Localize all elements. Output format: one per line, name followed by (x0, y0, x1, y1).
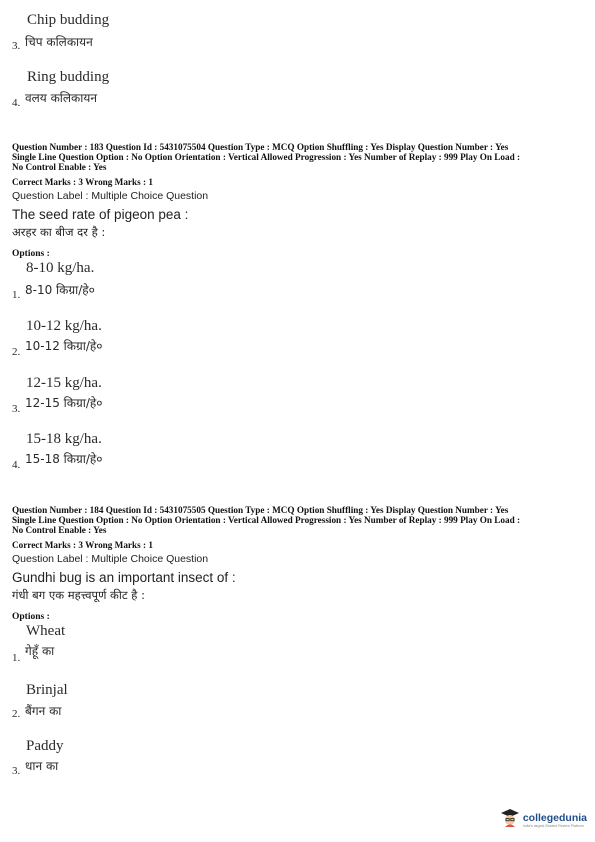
option-number: 2. (12, 708, 21, 720)
option-text-en: 10-12 kg/ha. (26, 318, 102, 334)
option-text-en: Chip budding (27, 12, 110, 28)
option-number: 3. (12, 765, 21, 777)
option-text-hi: 15-18 किग्रा/हे० (25, 452, 103, 466)
collegedunia-logo[interactable] (500, 808, 587, 832)
question-meta-line1: Question Number : 183 Question Id : 5431075504 Question Type : MCQ Option Shuffling : Yes Display Question Number : Yes (12, 142, 509, 152)
question-marks: Correct Marks : 3 Wrong Marks : 1 (12, 540, 153, 550)
option-number: 1. (12, 289, 21, 301)
logo-tagline: India's largest Student Review Platform (522, 824, 584, 828)
option-text-hi: 12-15 किग्रा/हे० (25, 396, 103, 410)
question-marks: Correct Marks : 3 Wrong Marks : 1 (12, 177, 153, 187)
question-text-en: The seed rate of pigeon pea : (12, 207, 189, 222)
option-text-en: Brinjal (26, 682, 68, 698)
question-label: Question Label : Multiple Choice Question (12, 553, 209, 565)
option-text-hi: गेहूँ का (25, 644, 55, 658)
question-meta-line3: No Control Enable : Yes (12, 162, 107, 172)
option-text-hi: बैंगन का (25, 704, 62, 718)
option-number: 3. (12, 403, 21, 415)
question-meta-line3: No Control Enable : Yes (12, 525, 107, 535)
option-number: 1. (12, 652, 21, 664)
option-number: 3. (12, 40, 21, 52)
question-meta-line2: Single Line Question Option : No Option Orientation : Vertical Allowed Progression : Yes Number of Replay : 999 Play On Load : (12, 515, 521, 525)
option-text-en: 12-15 kg/ha. (26, 375, 102, 391)
option-number: 4. (12, 459, 21, 471)
option-text-en: 15-18 kg/ha. (26, 431, 102, 447)
logo-name: collegedunia (522, 812, 587, 824)
question-text-en: Gundhi bug is an important insect of : (12, 570, 236, 585)
option-text-hi: धान का (25, 759, 59, 773)
option-text-hi: चिप कलिकायन (25, 35, 93, 49)
question-meta-line2: Single Line Question Option : No Option Orientation : Vertical Allowed Progression : Yes Number of Replay : 999 Play On Load : (12, 152, 521, 162)
option-text-hi: 8-10 किग्रा/हे० (25, 283, 95, 297)
option-number: 4. (12, 97, 21, 109)
question-label: Question Label : Multiple Choice Question (12, 190, 209, 202)
options-header: Options : (12, 249, 50, 259)
option-number: 2. (12, 346, 21, 358)
option-text-en: 8-10 kg/ha. (26, 260, 95, 276)
option-text-hi: वलय कलिकायन (25, 91, 97, 105)
question-meta-line1: Question Number : 184 Question Id : 5431075505 Question Type : MCQ Option Shuffling : Yes Display Question Number : Yes (12, 505, 509, 515)
options-header: Options : (12, 612, 50, 622)
option-text-hi: 10-12 किग्रा/हे० (25, 339, 103, 353)
option-text-en: Paddy (26, 738, 64, 754)
question-text-hi: गंधी बग एक महत्त्वपूर्ण कीट है : (12, 588, 145, 602)
graduate-mascot-icon (500, 808, 520, 832)
option-text-en: Ring budding (27, 69, 110, 85)
option-text-en: Wheat (26, 623, 66, 639)
question-text-hi: अरहर का बीज दर है : (12, 225, 106, 239)
